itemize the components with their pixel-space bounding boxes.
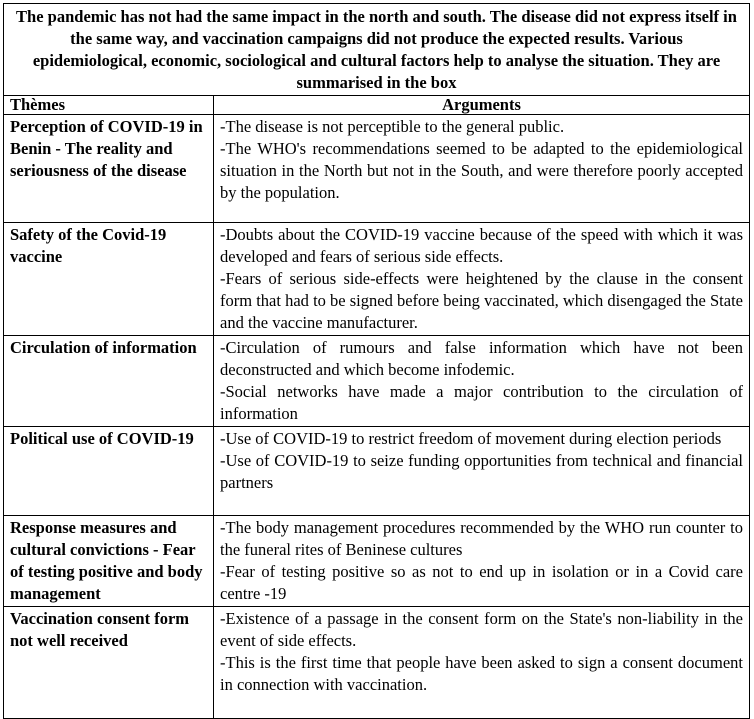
arguments-cell (214, 607, 750, 719)
table-row (4, 516, 750, 607)
argument-line: -The WHO's recommendations seemed to be adapted to the epidemiological situation in the North but not in the South, and were therefore poorly accepted by the population. (220, 139, 743, 202)
table-row (4, 427, 750, 516)
argument-line: -Fears of serious side-effects were heightened by the clause in the consent form that had to be signed before being vaccinated, which disengaged the State and the vaccine manufacturer. (220, 269, 743, 332)
header-row (4, 96, 750, 115)
argument-line: -Fear of testing positive so as not to end up in isolation or in a Covid care centre -19 (220, 562, 743, 603)
arguments-cell (214, 115, 750, 223)
table-row (4, 223, 750, 336)
theme-cell: Perception of COVID-19 in Benin - The reality and seriousness of the disease (4, 115, 214, 223)
caption-row (4, 4, 750, 96)
table-row (4, 607, 750, 719)
argument-line: -This is the first time that people have been asked to sign a consent document in connection with vaccination. (220, 653, 743, 694)
arguments-cell (214, 223, 750, 336)
theme-cell: Response measures and cultural convictions - Fear of testing positive and body management (4, 516, 214, 607)
header-arguments: Arguments (214, 96, 750, 115)
argument-line: -Use of COVID-19 to restrict freedom of movement during election periods (220, 429, 722, 448)
theme-cell: Vaccination consent form not well received (4, 607, 214, 719)
argument-line: -Existence of a passage in the consent form on the State's non-liability in the event of side effects. (220, 609, 743, 650)
header-themes: Thèmes (4, 96, 214, 115)
argument-line: -Doubts about the COVID-19 vaccine because of the speed with which it was developed and fears of serious side effects. (220, 225, 743, 266)
table-row (4, 115, 750, 223)
theme-cell: Political use of COVID-19 (4, 427, 214, 516)
table-row (4, 336, 750, 427)
argument-line: -Use of COVID-19 to seize funding opportunities from technical and financial partners (220, 451, 743, 492)
theme-cell: Safety of the Covid-19 vaccine (4, 223, 214, 336)
arguments-cell (214, 336, 750, 427)
argument-line: -The disease is not perceptible to the general public. (220, 117, 565, 136)
arguments-cell (214, 427, 750, 516)
table-caption: The pandemic has not had the same impact in the north and south. The disease did not express itself in the same way, and vaccination campaigns did not produce the expected results. Various epidemiological, economic, sociological and cultural factors help to analyse the situation. They are summarised in the box (4, 4, 750, 96)
summary-table (3, 3, 750, 719)
theme-cell: Circulation of information (4, 336, 214, 427)
argument-line: -Social networks have made a major contribution to the circulation of information (220, 382, 743, 423)
argument-line: -Circulation of rumours and false information which have not been deconstructed and which become infodemic. (220, 338, 743, 379)
argument-line: -The body management procedures recommended by the WHO run counter to the funeral rites of Beninese cultures (220, 518, 743, 559)
arguments-cell (214, 516, 750, 607)
